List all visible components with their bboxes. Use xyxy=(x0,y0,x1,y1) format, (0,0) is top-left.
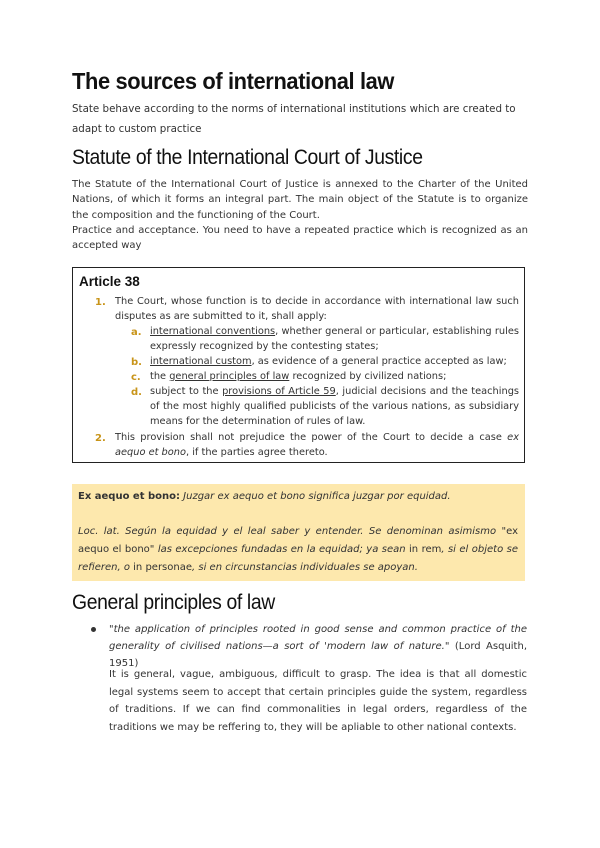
article-subitem-d-text xyxy=(150,384,519,430)
page-title: The sources of international law xyxy=(72,68,395,94)
article-item-2-text xyxy=(115,430,519,460)
list-letter: a. xyxy=(131,327,142,338)
link-article-59[interactable]: provisions of Article 59 xyxy=(222,386,336,397)
article-subitem-c-text xyxy=(150,369,519,384)
article-subitem-a-text xyxy=(150,324,519,354)
section-heading-statute: Statute of the International Court of Justice xyxy=(72,145,423,169)
text: , if the parties agree thereto. xyxy=(185,447,328,459)
note-definition-line xyxy=(78,488,518,506)
text: subject to the xyxy=(150,386,223,397)
article-38-box xyxy=(72,267,525,463)
link-international-custom[interactable]: international custom xyxy=(150,356,252,367)
bullet-icon xyxy=(91,626,99,634)
text: las excepciones fundadas en la equidad; ya sean xyxy=(154,544,410,555)
definition-note xyxy=(72,484,525,581)
text: in rem xyxy=(409,544,442,555)
asquith-quote xyxy=(109,621,527,672)
page-subtitle: State behave according to the norms of international institutions which are created to adapt to custom practice xyxy=(72,103,516,135)
practice-paragraph: Practice and acceptance. You need to have a repeated practice which is recognized as an accepted way xyxy=(72,225,528,252)
text: , whether general or particular, establishing rules expressly recognized by the contesting states; xyxy=(150,326,519,353)
text: Loc. lat. Según la equidad y el leal saber y entender. Se denominan asimismo xyxy=(78,526,502,537)
article-title: Article 38 xyxy=(79,274,140,289)
section-heading-general-principles: General principles of law xyxy=(72,590,275,614)
list-letter: d. xyxy=(131,387,142,398)
list-letter: b. xyxy=(131,357,142,368)
article-item-1-text: The Court, whose function is to decide in accordance with international law such disputes as are submitted to it, shall apply: xyxy=(115,296,519,323)
text: , si el objeto se refieren, o xyxy=(78,544,518,573)
text: in xyxy=(133,562,143,573)
list-number: 2. xyxy=(95,433,106,444)
list-letter: c. xyxy=(131,372,141,383)
text: "ex aequo el bono" xyxy=(78,526,518,555)
text: , as evidence of a general practice accepted as law; xyxy=(251,356,507,367)
text: , si en circunstancias individuales se apoyan. xyxy=(192,562,418,573)
list-number: 1. xyxy=(95,297,106,308)
text: recognized by civilized nations; xyxy=(289,371,447,382)
text: the xyxy=(150,371,170,382)
note-term: Ex aequo et bono: xyxy=(78,491,180,502)
article-subitem-b-text xyxy=(150,354,519,369)
statute-paragraph: The Statute of the International Court of Justice is annexed to the Charter of the United Nations, of which it forms an integral part. The main object of the Statute is to organize the composition and the functioning of the Court. xyxy=(72,179,528,221)
note-definition: Juzgar ex aequo et bono significa juzgar por equidad. xyxy=(183,491,451,502)
italic-text: ex aequo et bono xyxy=(115,432,519,459)
general-principles-paragraph: It is general, vague, ambiguous, difficult to grasp. The idea is that all domestic legal systems seem to accept that certain principles guide the system, regardless of traditions. If we can find commonalities in legal orders, regardless of the traditions we may be reffering to, they will be apliable to other national contexts. xyxy=(109,669,527,733)
note-explanation xyxy=(78,523,518,577)
quote-source: (Lord Asquith, 1951) xyxy=(109,641,527,669)
text: personae xyxy=(142,562,193,573)
text: , judicial decisions and the teachings of the most highly qualified publicists of the various nations, as subsidiary means for the determination of rules of law. xyxy=(150,386,520,428)
text: This provision shall not prejudice the power of the Court to decide a case xyxy=(115,432,508,443)
link-general-principles[interactable]: general principles of law xyxy=(169,371,290,382)
quote-text: "the application of principles rooted in good sense and common practice of the generality of civilised nations—a sort of 'modern law of nature." xyxy=(109,624,527,652)
link-international-conventions[interactable]: international conventions xyxy=(150,326,276,337)
